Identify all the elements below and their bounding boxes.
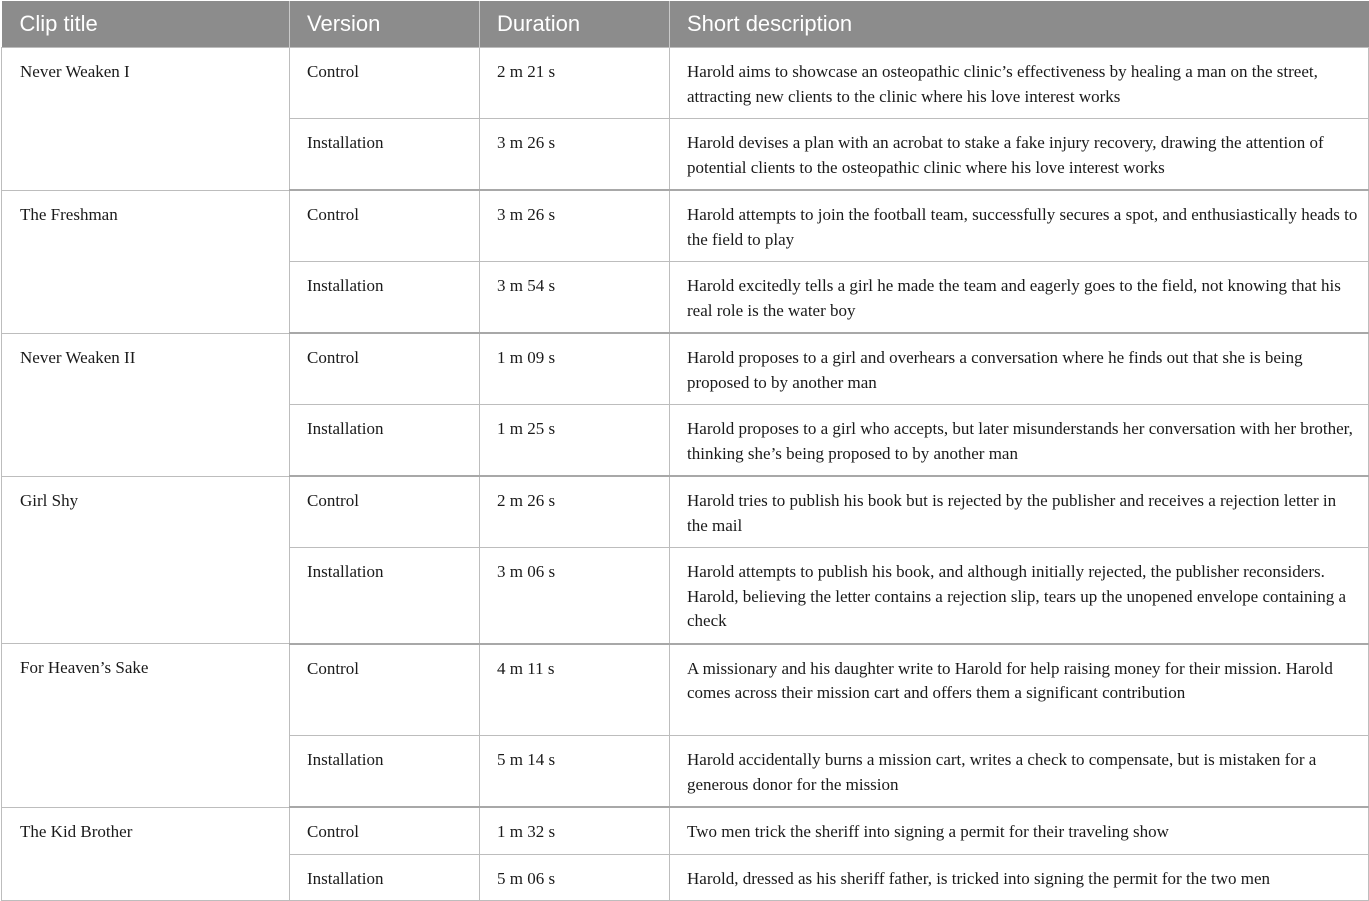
duration-cell: 4 m 11 s [480, 644, 670, 736]
table-row [2, 807, 1369, 854]
description-cell: Two men trick the sheriff into signing a permit for their traveling show [670, 807, 1369, 854]
version-cell: Control [290, 333, 480, 405]
table-body [2, 48, 1369, 901]
description-cell: Harold, dressed as his sheriff father, is tricked into signing the permit for the two men [670, 854, 1369, 901]
table-row [2, 333, 1369, 405]
version-cell: Installation [290, 262, 480, 334]
duration-cell: 5 m 06 s [480, 854, 670, 901]
table-header [2, 1, 1369, 48]
header-short-description: Short description [670, 1, 1369, 48]
clip-title-cell: Girl Shy [2, 476, 290, 644]
duration-cell: 1 m 32 s [480, 807, 670, 854]
table-row [2, 48, 1369, 119]
version-cell: Installation [290, 119, 480, 191]
duration-cell: 5 m 14 s [480, 736, 670, 808]
clips-table [1, 1, 1369, 901]
description-cell: Harold devises a plan with an acrobat to stake a fake injury recovery, drawing the attention of potential clients to the osteopathic clinic where his love interest works [670, 119, 1369, 191]
header-duration: Duration [480, 1, 670, 48]
version-cell: Installation [290, 548, 480, 644]
clip-title-cell: Never Weaken I [2, 48, 290, 191]
description-cell: Harold accidentally burns a mission cart, writes a check to compensate, but is mistaken for a generous donor for the mission [670, 736, 1369, 808]
duration-cell: 1 m 09 s [480, 333, 670, 405]
table-row [2, 644, 1369, 736]
description-cell: Harold tries to publish his book but is rejected by the publisher and receives a rejection letter in the mail [670, 476, 1369, 548]
description-cell: Harold aims to showcase an osteopathic clinic’s effectiveness by healing a man on the street, attracting new clients to the clinic where his love interest works [670, 48, 1369, 119]
version-cell: Installation [290, 854, 480, 901]
version-cell: Control [290, 807, 480, 854]
version-cell: Control [290, 190, 480, 262]
clip-title-cell: For Heaven’s Sake [2, 644, 290, 808]
duration-cell: 2 m 26 s [480, 476, 670, 548]
duration-cell: 3 m 54 s [480, 262, 670, 334]
version-cell: Control [290, 476, 480, 548]
version-cell: Control [290, 48, 480, 119]
duration-cell: 1 m 25 s [480, 405, 670, 477]
description-cell: Harold proposes to a girl and overhears a conversation where he finds out that she is being proposed to by another man [670, 333, 1369, 405]
duration-cell: 3 m 06 s [480, 548, 670, 644]
clip-title-cell: Never Weaken II [2, 333, 290, 476]
table-row [2, 476, 1369, 548]
version-cell: Installation [290, 736, 480, 808]
header-row [2, 1, 1369, 48]
duration-cell: 3 m 26 s [480, 119, 670, 191]
version-cell: Installation [290, 405, 480, 477]
description-cell: Harold attempts to join the football team, successfully secures a spot, and enthusiastically heads to the field to play [670, 190, 1369, 262]
version-cell: Control [290, 644, 480, 736]
description-cell: Harold excitedly tells a girl he made the team and eagerly goes to the field, not knowing that his real role is the water boy [670, 262, 1369, 334]
header-clip-title: Clip title [2, 1, 290, 48]
description-cell: Harold proposes to a girl who accepts, but later misunderstands her conversation with her brother, thinking she’s being proposed to by another man [670, 405, 1369, 477]
description-cell: A missionary and his daughter write to Harold for help raising money for their mission. Harold comes across their mission cart and offers them a significant contribution [670, 644, 1369, 736]
duration-cell: 2 m 21 s [480, 48, 670, 119]
clip-title-cell: The Freshman [2, 190, 290, 333]
description-cell: Harold attempts to publish his book, and although initially rejected, the publisher reconsiders. Harold, believing the letter contains a rejection slip, tears up the unopened envelope containing a check [670, 548, 1369, 644]
duration-cell: 3 m 26 s [480, 190, 670, 262]
clip-title-cell: The Kid Brother [2, 807, 290, 901]
table-row [2, 190, 1369, 262]
header-version: Version [290, 1, 480, 48]
